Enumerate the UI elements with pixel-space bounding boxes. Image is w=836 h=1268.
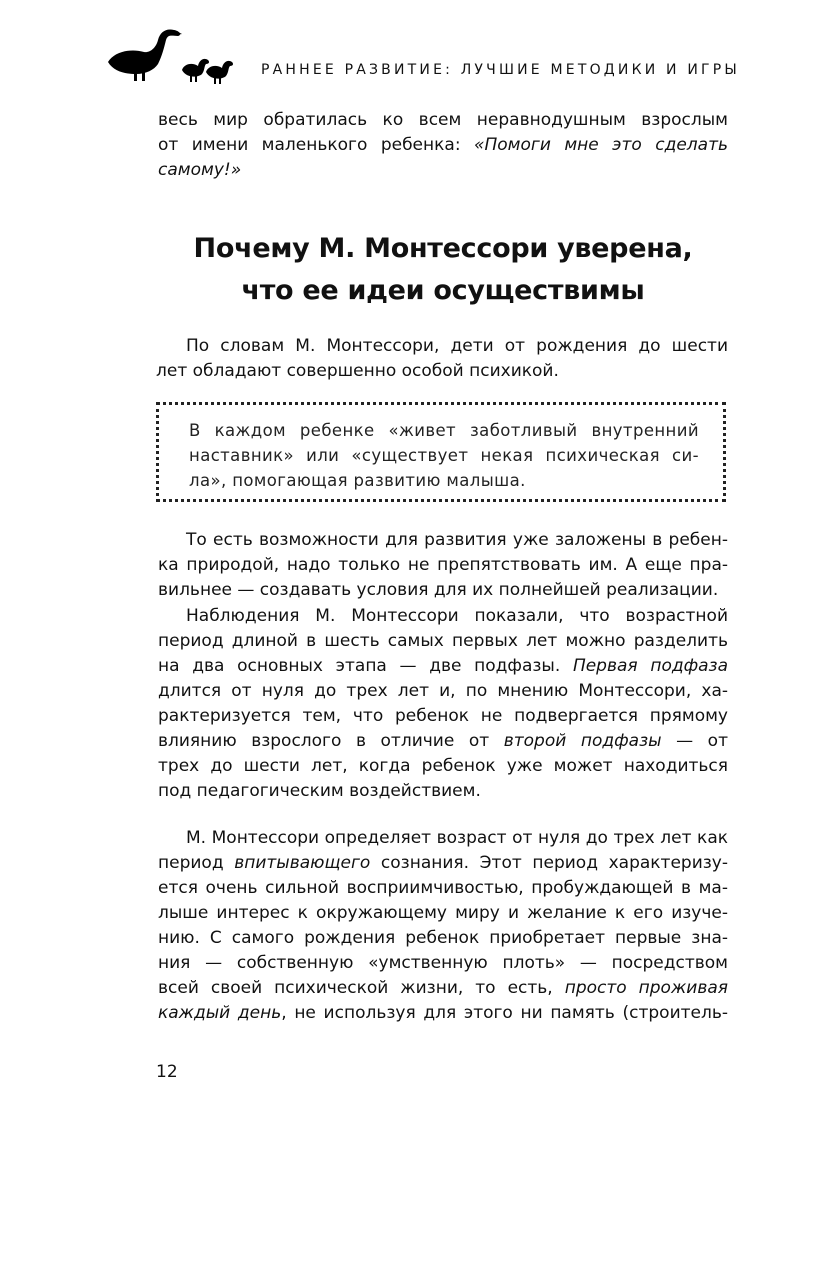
- emphasis: впитывающего: [234, 853, 371, 873]
- text-line: рактеризуется тем, что ребенок не подвергается прямому: [158, 706, 728, 726]
- paragraph-1: [156, 334, 728, 384]
- paragraph-4: [158, 826, 728, 1026]
- text-line: ка природой, надо только не препятствовать им. А еще пра-: [158, 555, 728, 575]
- text-line: длится от нуля до трех лет и, по мнению Монтессори, ха-: [158, 681, 728, 701]
- text-line: трех до шести лет, когда ребенок уже может находиться: [158, 756, 728, 776]
- emphasis: Первая подфаза: [572, 656, 729, 676]
- page-header: [100, 22, 740, 92]
- text-line: лыше интерес к окружающему миру и желание к его изуче-: [158, 903, 728, 923]
- text-line: период впитывающего сознания. Этот период характеризу-: [158, 853, 728, 873]
- text-line: весь мир обратилась ко всем неравнодушным взрослым: [158, 110, 728, 130]
- text-line: всей своей психической жизни, то есть, просто проживая: [158, 978, 728, 998]
- emphasis: второй подфазы: [503, 731, 662, 751]
- text-line: наставник» или «существует некая психическая си-: [189, 446, 699, 465]
- text-line: на два основных этапа — две подфазы. Первая подфаза: [158, 656, 729, 676]
- section-heading: [158, 228, 728, 312]
- emphasis: просто проживая: [564, 978, 728, 998]
- paragraph-3: [158, 604, 728, 804]
- text-line: от имени маленького ребенка: «Помоги мне это сделать: [158, 135, 729, 155]
- text-line: Наблюдения М. Монтессори показали, что возрастной: [186, 606, 728, 626]
- text-line: ния — собственную «умственную плоть» — посредством: [158, 953, 728, 973]
- paragraph-2: [158, 528, 728, 603]
- text-line: влиянию взрослого в отличие от второй подфазы — от: [158, 731, 728, 751]
- text-line: нию. С самого рождения ребенок приобретает первые зна-: [158, 928, 728, 948]
- running-title: РАННЕЕ РАЗВИТИЕ: ЛУЧШИЕ МЕТОДИКИ И ИГРЫ: [260, 62, 740, 78]
- text-line: ется очень сильной восприимчивостью, пробуждающей в ма-: [158, 878, 728, 898]
- text-line: лет обладают совершенно особой психикой.: [156, 361, 559, 381]
- text-line: каждый день, не используя для этого ни память (строитель-: [158, 1003, 728, 1023]
- emphasis: самому!»: [158, 160, 242, 180]
- text-line: [158, 158, 728, 183]
- callout-text: [189, 418, 699, 493]
- text-line: М. Монтессори определяет возраст от нуля до трех лет как: [186, 828, 728, 848]
- page-number: 12: [156, 1062, 178, 1082]
- text-line: По словам М. Монтессори, дети от рождения до шести: [186, 336, 728, 356]
- heading-line: Почему М. Монтессори уверена,: [193, 233, 693, 264]
- text-line: вильнее — создавать условия для их полнейшей реализации.: [158, 580, 719, 600]
- text-line: То есть возможности для развития уже заложены в ребен-: [186, 530, 728, 550]
- text-line: ла», помогающая развитию малыша.: [189, 471, 526, 490]
- quote-callout-box: [156, 402, 726, 502]
- emphasis: каждый день: [158, 1003, 282, 1023]
- text-line: под педагогическим воздействием.: [158, 781, 481, 801]
- heading-line: что ее идеи осуществимы: [241, 275, 645, 306]
- swan-with-ducklings-icon: [100, 22, 240, 88]
- emphasis: «Помоги мне это сделать: [474, 135, 729, 155]
- text-line: В каждом ребенке «живет заботливый внутренний: [189, 421, 699, 440]
- text-line: период длиной в шесть самых первых лет можно разделить: [158, 631, 728, 651]
- intro-paragraph: [158, 108, 728, 183]
